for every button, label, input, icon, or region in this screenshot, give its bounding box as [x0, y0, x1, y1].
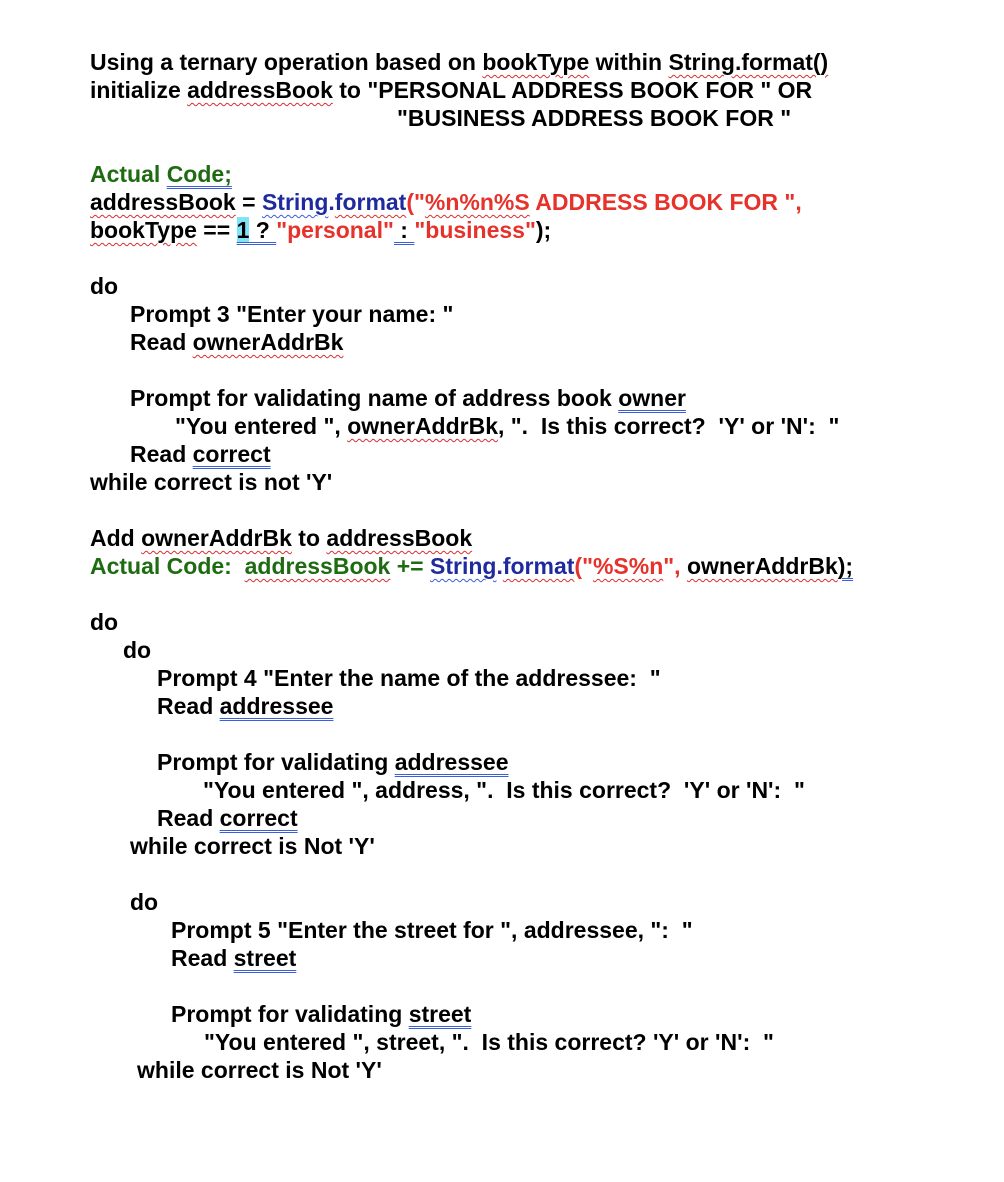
code-punct: (" [574, 553, 593, 579]
code-method: format [334, 189, 407, 215]
intro-text: to "PERSONAL ADDRESS BOOK FOR " OR [332, 77, 813, 103]
variable-name: addressee [394, 749, 509, 775]
do-keyword: do [90, 273, 119, 299]
prompt-line: Prompt 5 "Enter the street for ", addressee, ": " [171, 917, 693, 943]
code-identifier: ownerAddrBk [686, 553, 838, 579]
while-line: while correct is Not 'Y' [137, 1057, 382, 1083]
validate-text: Prompt for validating [157, 749, 395, 775]
code-literal-highlighted: 1 [236, 217, 250, 243]
variable-name: street [233, 945, 297, 971]
add-text: Add [90, 525, 142, 551]
address-book-term: addressBook [187, 77, 333, 103]
read-line [130, 440, 271, 468]
code-class-name: String [430, 553, 497, 579]
code-line-1 [90, 188, 802, 216]
code-punct: ", [663, 553, 687, 579]
read-keyword: Read [171, 945, 234, 971]
code-class-name: String [261, 189, 329, 215]
code-format-spec: %S%n [592, 553, 664, 579]
intro-line-1 [90, 48, 828, 76]
prompt-line: Prompt 4 "Enter the name of the addressee: " [157, 665, 661, 691]
variable-name: addressBook [326, 525, 473, 551]
variable-name: correct [219, 805, 298, 831]
code-string-personal: "personal" [276, 217, 394, 243]
validate-line [157, 748, 509, 776]
intro-text: Using a ternary operation based on [90, 49, 483, 75]
while-line: while correct is not 'Y' [90, 469, 333, 495]
add-text: to [291, 525, 327, 551]
entered-text: "You entered ", [175, 413, 348, 439]
code-ternary-colon: : [393, 217, 415, 243]
variable-name: ownerAddrBk [347, 413, 498, 439]
book-type-term: bookType [482, 49, 590, 75]
entered-line: "You entered ", street, ". Is this correct? 'Y' or 'N': " [204, 1029, 774, 1055]
code-punct: ); [837, 553, 854, 579]
variable-name: street [408, 1001, 472, 1027]
code-format-spec: %n%n%S [424, 189, 530, 215]
read-line [157, 692, 333, 720]
code-line-2 [90, 216, 551, 244]
intro-text: within [589, 49, 669, 75]
read-keyword: Read [157, 693, 220, 719]
while-line: while correct is Not 'Y' [130, 833, 375, 859]
read-keyword: Read [157, 805, 220, 831]
code-identifier: bookType [90, 217, 197, 243]
variable-name: ownerAddrBk [192, 329, 344, 355]
code-operator: = [235, 189, 262, 215]
inner-do-keyword: do [123, 637, 152, 663]
code-punct: (" [406, 189, 425, 215]
string-format-term: String.format() [668, 49, 829, 75]
entered-text: , ". Is this correct? 'Y' or 'N': " [497, 413, 840, 439]
code-ternary-op: ? [249, 217, 277, 243]
add-line [90, 524, 472, 552]
actual-code-line-2 [90, 552, 853, 580]
label-text: Actual [90, 161, 167, 187]
code-identifier: addressBook [244, 553, 391, 579]
code-operator: += [390, 553, 430, 579]
code-dot: . [328, 189, 335, 215]
label-code-word: Code; [166, 161, 232, 187]
code-string: ADDRESS BOOK FOR ", [529, 189, 802, 215]
do-keyword: do [130, 889, 159, 915]
code-punct: ); [535, 217, 552, 243]
variable-name: addressee [219, 693, 334, 719]
code-identifier: addressBook [90, 189, 236, 215]
read-line [157, 804, 298, 832]
prompt-line: Prompt 3 "Enter your name: " [130, 301, 454, 327]
entered-line: "You entered ", address, ". Is this correct? 'Y' or 'N': " [203, 777, 805, 803]
entered-line [175, 412, 839, 440]
validate-text: Prompt for validating name of address book [130, 385, 619, 411]
intro-line-3: "BUSINESS ADDRESS BOOK FOR " [397, 105, 792, 131]
intro-text: initialize [90, 77, 188, 103]
read-keyword: Read [130, 329, 193, 355]
actual-code-label [90, 160, 232, 188]
variable-name: correct [192, 441, 271, 467]
validate-line [130, 384, 686, 412]
actual-code-label: Actual Code: [90, 553, 245, 579]
read-line [130, 328, 343, 356]
code-string-business: "business" [414, 217, 536, 243]
read-keyword: Read [130, 441, 193, 467]
intro-line-2 [90, 76, 812, 104]
validate-text: Prompt for validating [171, 1001, 409, 1027]
code-method: format [502, 553, 575, 579]
code-operator: == [196, 217, 237, 243]
validate-line [171, 1000, 471, 1028]
code-dot: . [496, 553, 503, 579]
read-line [171, 944, 296, 972]
variable-name: ownerAddrBk [141, 525, 292, 551]
variable-name: owner [618, 385, 686, 411]
do-keyword: do [90, 609, 119, 635]
